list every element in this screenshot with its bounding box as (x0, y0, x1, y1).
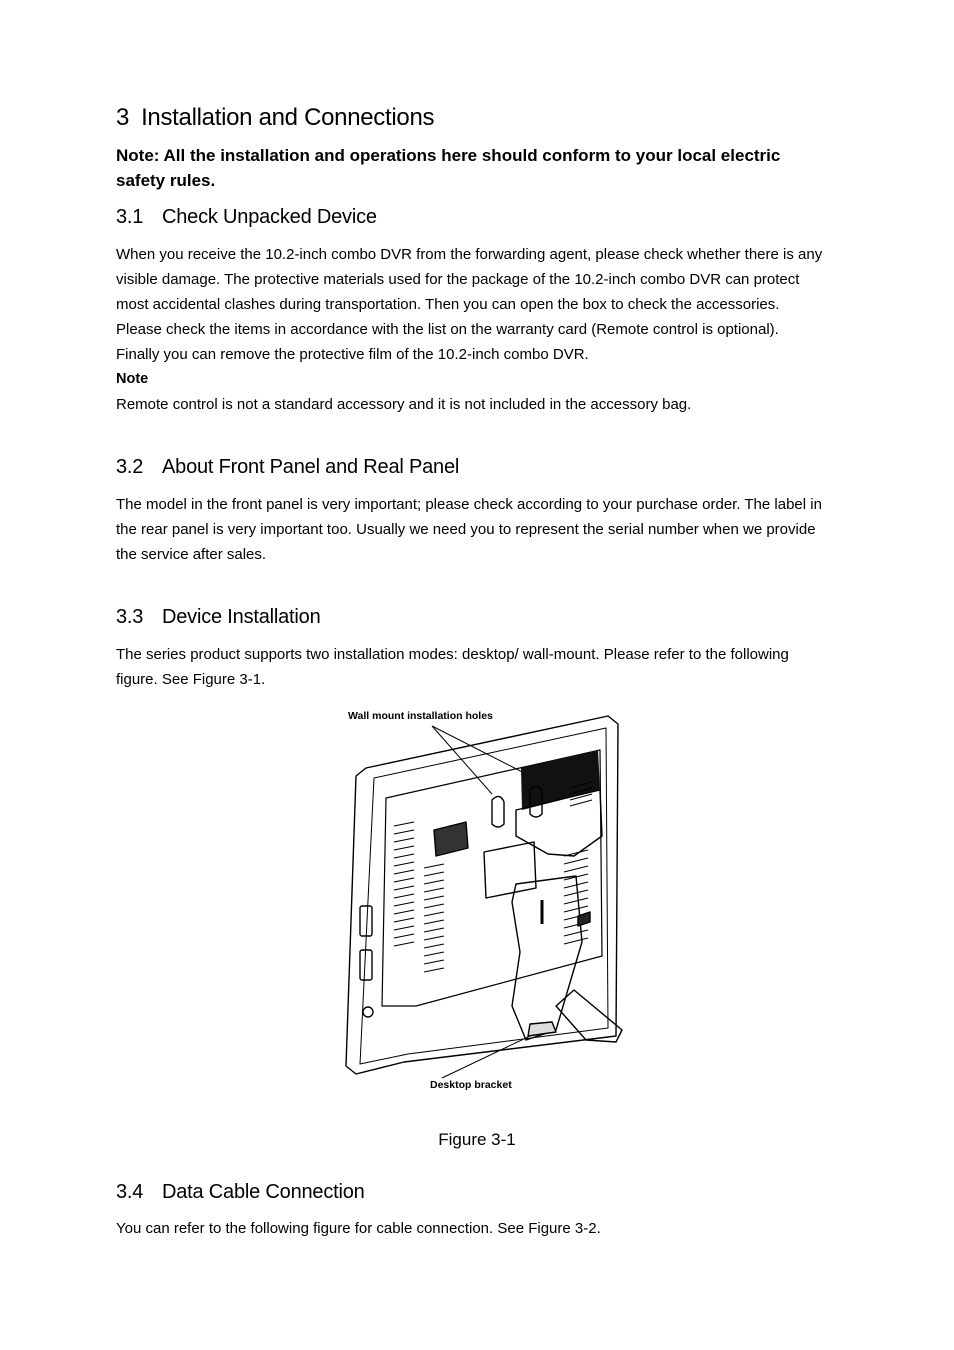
section-number: 3.3 (116, 606, 144, 628)
label-wall-mount-holes: Wall mount installation holes (348, 710, 493, 722)
chapter-title: Installation and Connections (141, 104, 435, 131)
section-heading-3-3 (116, 606, 321, 629)
figure-3-1 (316, 706, 636, 1096)
section-number: 3.1 (116, 206, 144, 228)
chapter-heading (116, 104, 434, 132)
paragraph: When you receive the 10.2-inch combo DVR from the forwarding agent, please check whether there is any visible damage. The protective materials used for the package of the 10.2-inch combo DVR can protect most accidental clashes during transportation. Then you can open the box to check the accessories. (116, 246, 823, 313)
note-text: Remote control is not a standard accessory and it is not included in the accessory bag. (116, 396, 692, 413)
label-desktop-bracket: Desktop bracket (430, 1079, 512, 1091)
section-number: 3.2 (116, 456, 144, 478)
section-title: Check Unpacked Device (162, 206, 377, 228)
section-number: 3.4 (116, 1181, 144, 1203)
paragraph: You can refer to the following figure for cable connection. See Figure 3-2. (116, 1220, 601, 1237)
section-title: About Front Panel and Real Panel (162, 456, 460, 478)
note-label: Note (116, 371, 149, 387)
paragraph: Please check the items in accordance with the list on the warranty card (Remote control is optional). Finally you can remove the protective film of the 10.2-inch combo DVR. (116, 321, 779, 363)
section-body-3-3 (116, 642, 826, 692)
section-heading-3-4 (116, 1181, 365, 1204)
section-heading-3-2 (116, 456, 459, 479)
paragraph: The series product supports two installation modes: desktop/ wall-mount. Please refer to the following figure. See Figure 3-1. (116, 646, 789, 688)
section-body-3-1 (116, 242, 826, 417)
dvr-rear-illustration (316, 706, 636, 1096)
chapter-number: 3 (116, 104, 130, 131)
section-title: Data Cable Connection (162, 1181, 365, 1203)
section-heading-3-1 (116, 206, 377, 229)
section-title: Device Installation (162, 606, 321, 628)
section-body-3-4 (116, 1216, 826, 1241)
figure-caption: Figure 3-1 (438, 1130, 516, 1149)
safety-note: Note: All the installation and operations here should conform to your local electric safety rules. (116, 146, 781, 190)
paragraph: The model in the front panel is very important; please check according to your purchase order. The label in the rear panel is very important too. Usually we need you to represent the serial number when we provide the service after sales. (116, 496, 822, 563)
section-body-3-2 (116, 492, 826, 567)
